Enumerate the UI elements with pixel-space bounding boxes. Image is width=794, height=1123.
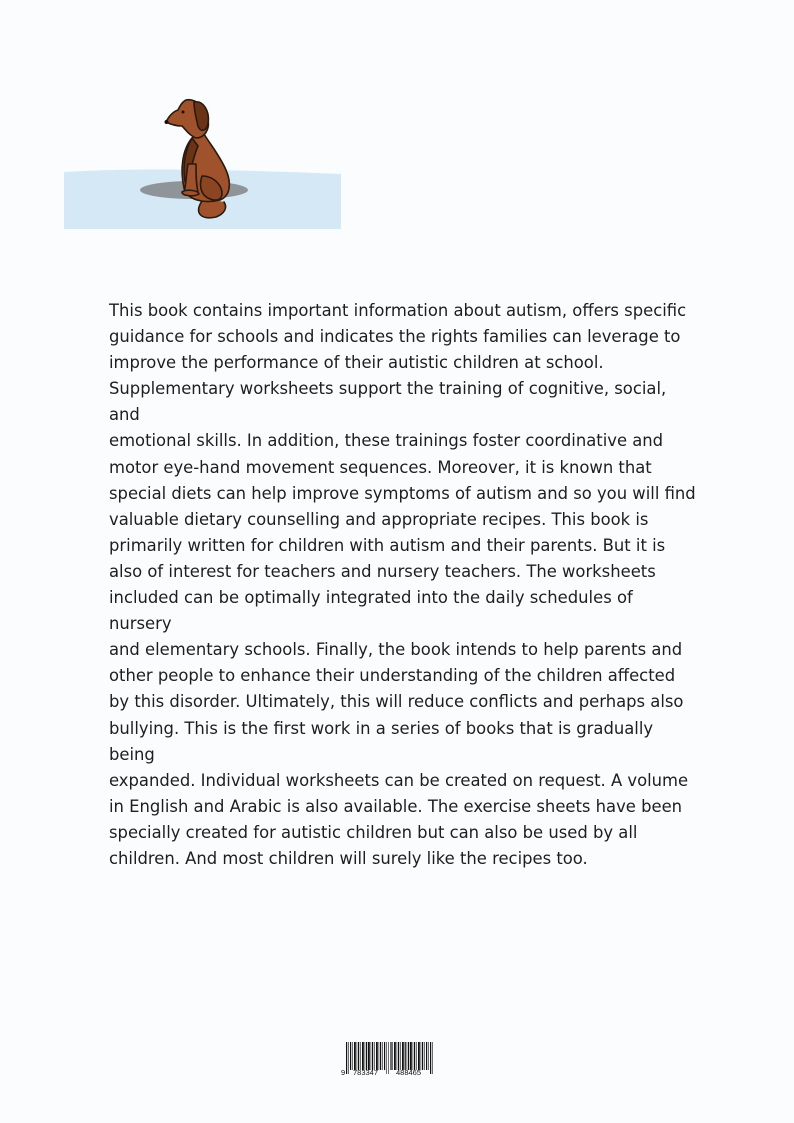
barcode-bar xyxy=(400,1042,401,1070)
barcode-bar xyxy=(410,1042,412,1070)
barcode-bar xyxy=(388,1042,389,1074)
barcode-bar xyxy=(348,1042,349,1074)
barcode-bar xyxy=(352,1042,353,1070)
barcode-bar xyxy=(394,1042,396,1070)
barcode-bar xyxy=(402,1042,404,1070)
barcode-bar xyxy=(372,1042,373,1070)
barcode-bar xyxy=(379,1042,380,1070)
dog-paw xyxy=(182,190,199,195)
barcode-bar xyxy=(384,1042,385,1070)
dog-on-ice-illustration xyxy=(64,90,341,230)
barcode-bar xyxy=(424,1042,425,1070)
barcode-bar xyxy=(366,1042,367,1070)
barcode-right-group: 488465 xyxy=(396,1068,422,1077)
barcode-bar xyxy=(408,1042,409,1070)
barcode-bar xyxy=(428,1042,429,1070)
dog-eye xyxy=(182,111,185,114)
barcode-bar xyxy=(414,1042,415,1070)
barcode-bar xyxy=(390,1042,391,1070)
barcode-bar xyxy=(405,1042,406,1070)
back-cover-description: This book contains important information about autism, offers specific guidance for schools and indicates the rights families can leverage to improve the performance of their autistic children at school. Supplementary worksheets support the training of cognitive, social, and emotional skills. In addition, these trainings foster coordinative and motor eye-hand movement sequences. Moreover, it is known that special diets can help improve symptoms of autism and so you will find valuable dietary counselling and appropriate recipes. This book is primarily written for children with autism and their parents. But it is also of interest for teachers and nursery teachers. The worksheets included can be optimally integrated into the daily schedules of nursery and elementary schools. Finally, the book intends to help parents and other people to enhance their understanding of the children affected by this disorder. Ultimately, this will reduce conflicts and perhaps also bullying. This is the first work in a series of books that is gradually being expanded. Individual worksheets can be created on request. A volume in English and Arabic is also available. The exercise sheets have been specially created for autistic children but can also be used by all children. And most children will surely like the recipes too. xyxy=(109,301,696,868)
barcode-bar xyxy=(346,1042,347,1074)
barcode-bar xyxy=(365,1042,366,1070)
barcode-bar xyxy=(413,1042,414,1070)
barcode-lead-digit: 9 xyxy=(341,1068,346,1077)
barcode-bar xyxy=(386,1042,387,1074)
barcode-bar xyxy=(380,1042,381,1070)
barcode-bar xyxy=(397,1042,398,1070)
barcode-bar xyxy=(432,1042,433,1074)
barcode-bar xyxy=(430,1042,431,1074)
barcode-bar xyxy=(360,1042,361,1070)
dog-nose xyxy=(165,120,169,124)
barcode-bar xyxy=(418,1042,420,1070)
barcode-bar xyxy=(350,1042,351,1070)
barcode-bar xyxy=(421,1042,422,1070)
barcode-bar xyxy=(398,1042,399,1070)
barcode-bar xyxy=(426,1042,427,1070)
barcode-left-group: 783347 xyxy=(353,1068,379,1077)
barcode-bar xyxy=(382,1042,383,1070)
barcode-bar xyxy=(416,1042,417,1070)
isbn-barcode xyxy=(340,1041,440,1077)
barcode-bar xyxy=(422,1042,423,1070)
barcode-bar xyxy=(407,1042,408,1070)
barcode-bar xyxy=(374,1042,375,1070)
barcode-bar xyxy=(376,1042,378,1070)
barcode-bar xyxy=(358,1042,359,1070)
barcode-bar xyxy=(362,1042,364,1070)
barcode-bar xyxy=(392,1042,393,1070)
barcode-bar xyxy=(357,1042,358,1070)
barcode-bar xyxy=(371,1042,372,1070)
barcode-bar xyxy=(368,1042,370,1070)
barcode-bar xyxy=(354,1042,356,1070)
